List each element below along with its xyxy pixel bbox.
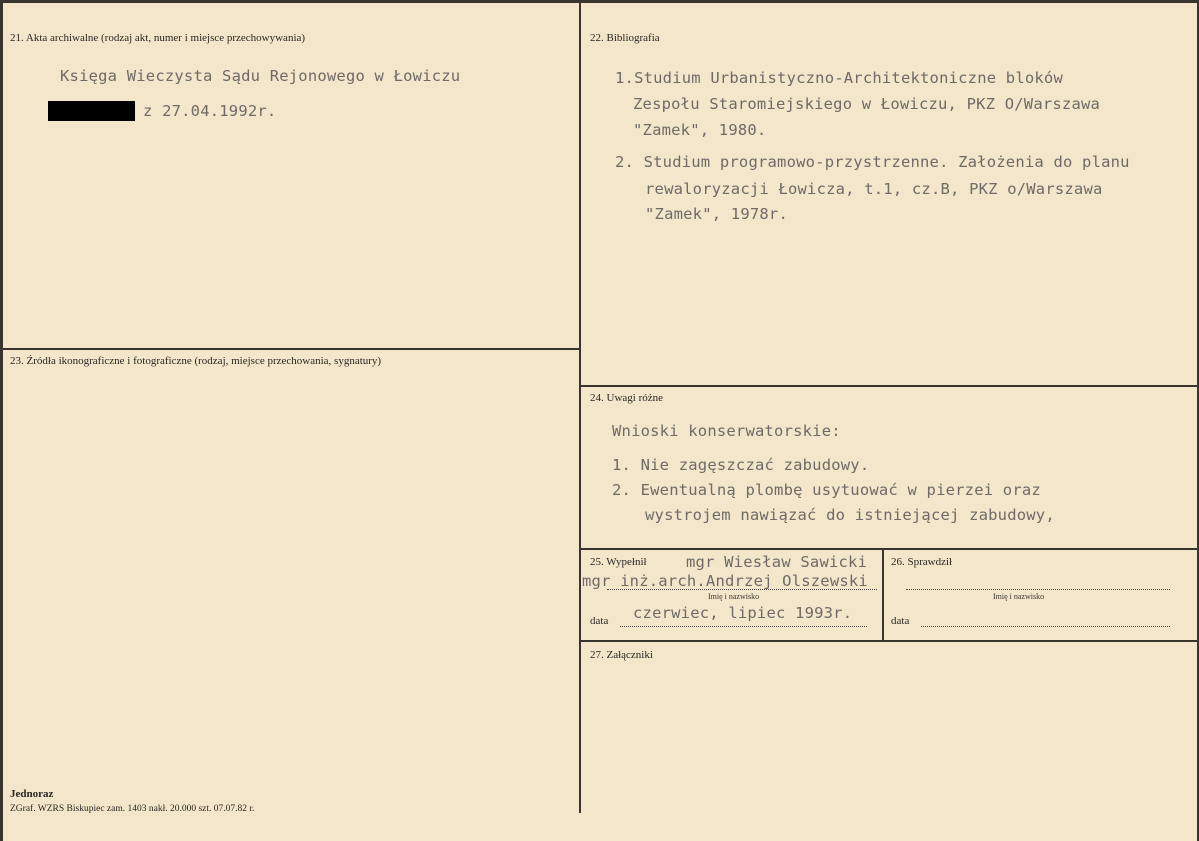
name-line-25 — [607, 589, 877, 590]
section-23-label: 23. Źródła ikonograficzne i fotograficzne (rodzaj, miejsce przechowania, sygnatury) — [10, 355, 382, 367]
section-25-label: 25. Wypełnił — [590, 556, 647, 568]
filled-by-name: mgr Wiesław Sawicki — [686, 553, 868, 571]
bibliography-line: 2. Studium programowo-przystrzenne. Założenia do planu — [615, 153, 1130, 171]
section-21-entry-line2: z 27.04.1992r. — [143, 102, 277, 120]
filled-by-name: mgr inż.arch.Andrzej Olszewski — [582, 572, 868, 590]
date-label-26: data — [891, 615, 910, 627]
section-24-label: 24. Uwagi różne — [590, 392, 664, 404]
divider-24-25 — [579, 548, 1199, 550]
footer-print-info: ZGraf. WZRS Biskupiec zam. 1403 nakł. 20.000 szt. 07.07.82 r. — [10, 804, 255, 814]
remarks-heading: Wnioski konserwatorskie: — [612, 422, 841, 440]
bibliography-line: 1.Studium Urbanistyczno-Architektoniczne bloków — [615, 69, 1063, 87]
redaction-bar — [48, 101, 135, 121]
name-caption-26: Imię i nazwisko — [993, 592, 1045, 601]
divider-21-23 — [3, 348, 581, 350]
section-21-entry-line1: Księga Wieczysta Sądu Rejonowego w Łowiczu — [60, 67, 461, 85]
section-21-label: 21. Akta archiwalne (rodzaj akt, numer i miejsce przechowywania) — [10, 32, 306, 44]
bibliography-line: rewaloryzacji Łowicza, t.1, cz.B, PKZ o/Warszawa — [645, 180, 1103, 198]
remarks-line: wystrojem nawiązać do istniejącej zabudowy, — [645, 506, 1055, 524]
bibliography-line: "Zamek", 1978r. — [645, 205, 788, 223]
section-27-label: 27. Załączniki — [590, 649, 653, 661]
remarks-line: 1. Nie zagęszczać zabudowy. — [612, 456, 870, 474]
date-line-26 — [921, 626, 1170, 627]
date-value-25: czerwiec, lipiec 1993r. — [633, 604, 853, 622]
section-26-label: 26. Sprawdził — [891, 556, 953, 568]
name-caption-25: Imię i nazwisko — [708, 592, 760, 601]
section-22-label: 22. Bibliografia — [590, 32, 660, 44]
divider-25-27 — [579, 640, 1199, 642]
center-divider — [579, 3, 581, 813]
divider-22-24 — [579, 385, 1199, 387]
bibliography-line: Zespołu Staromiejskiego w Łowiczu, PKZ O/Warszawa — [633, 95, 1101, 113]
remarks-line: 2. Ewentualną plombę usytuować w pierzei oraz — [612, 481, 1041, 499]
date-label-25: data — [590, 615, 609, 627]
date-line-25 — [620, 626, 867, 627]
bibliography-line: "Zamek", 1980. — [633, 121, 767, 139]
name-line-26 — [906, 589, 1170, 590]
footer-title: Jednoraz — [10, 788, 54, 800]
divider-25-26 — [882, 548, 884, 642]
